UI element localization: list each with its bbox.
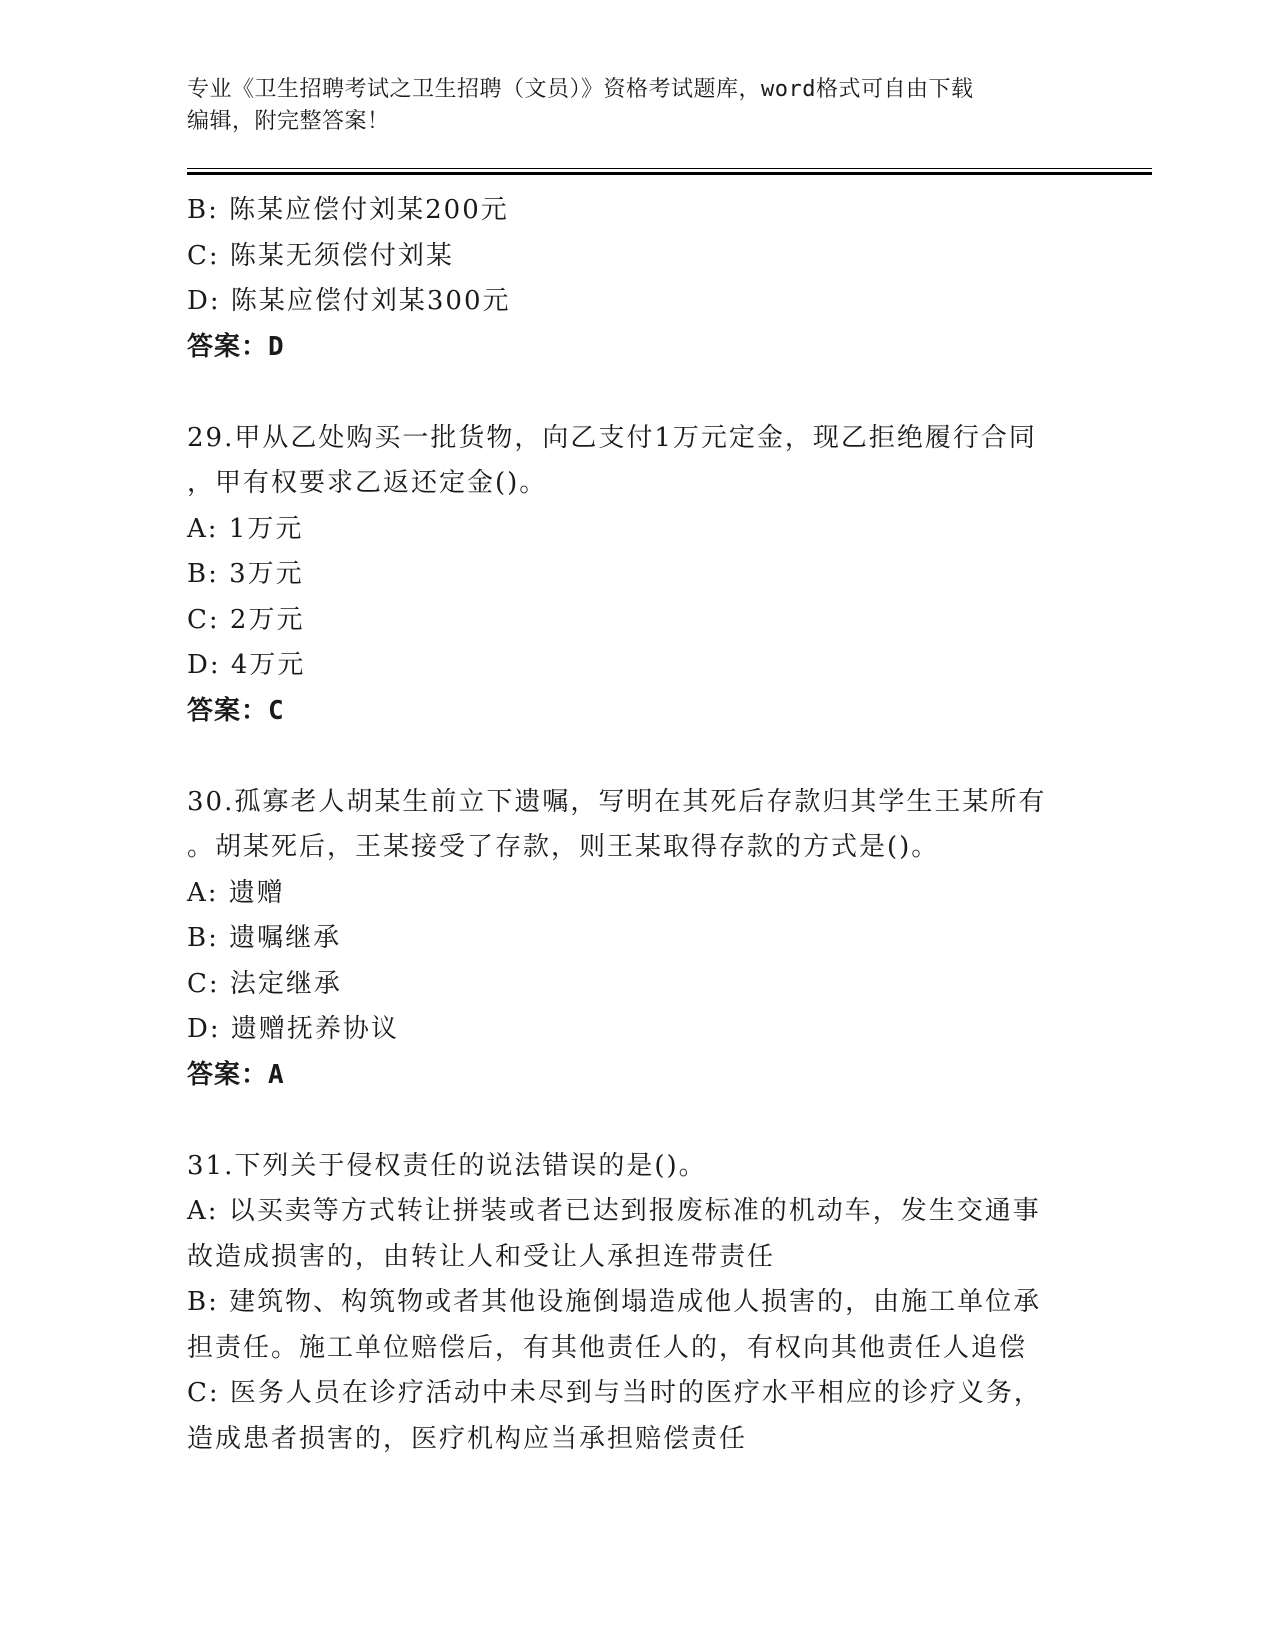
- question-stem: 30.孤寡老人胡某生前立下遗嘱，写明在其死后存款归其学生王某所有: [187, 786, 1047, 817]
- answer: 答案：C: [187, 695, 285, 726]
- option-d: D: 遗赠抚养协议: [187, 1014, 399, 1044]
- option-c-continued: 造成患者损害的，医疗机构应当承担赔偿责任: [187, 1423, 748, 1454]
- header-note: [187, 74, 1087, 138]
- question-stem: 31.下列关于侵权责任的说法错误的是()。: [187, 1150, 707, 1181]
- option-b: B: 遗嘱继承: [187, 923, 342, 953]
- question-content: [187, 188, 1087, 1462]
- answer: 答案：A: [187, 1059, 285, 1090]
- spacer: [187, 370, 1087, 416]
- header-rule-thick: [187, 172, 1152, 175]
- option-c: C: 医务人员在诊疗活动中未尽到与当时的医疗水平相应的诊疗义务，: [187, 1378, 1042, 1408]
- option-b-continued: 担责任。施工单位赔偿后，有其他责任人的，有权向其他责任人追偿: [187, 1332, 1028, 1363]
- question-29: [187, 416, 1087, 735]
- option-d: D: 陈某应偿付刘某300元: [187, 286, 511, 316]
- header-line-1: 专业《卫生招聘考试之卫生招聘（文员）》资格考试题库，word格式可自由下载: [187, 77, 974, 102]
- option-c: C: 2万元: [187, 604, 305, 635]
- spacer: [187, 734, 1087, 780]
- option-a-continued: 故造成损害的，由转让人和受让人承担连带责任: [187, 1241, 776, 1272]
- answer: 答案：D: [187, 331, 285, 362]
- option-a: A: 遗赠: [187, 877, 285, 908]
- question-28-tail: [187, 188, 1087, 370]
- option-b: B: 建筑物、构筑物或者其他设施倒塌造成他人损害的，由施工单位承: [187, 1287, 1042, 1317]
- option-b: B: 3万元: [187, 559, 304, 589]
- question-30: [187, 780, 1087, 1099]
- header-line-2: 编辑，附完整答案！: [187, 109, 390, 134]
- option-d: D: 4万元: [187, 650, 306, 680]
- question-stem-continued: 。胡某死后，王某接受了存款，则王某取得存款的方式是()。: [187, 832, 940, 862]
- option-a: A: 1万元: [187, 513, 304, 544]
- option-a: A: 以买卖等方式转让拼装或者已达到报废标准的机动车，发生交通事: [187, 1196, 1041, 1226]
- question-stem: 29.甲从乙处购买一批货物，向乙支付1万元定金，现乙拒绝履行合同: [187, 422, 1037, 453]
- question-stem-continued: ，甲有权要求乙返还定金()。: [187, 468, 548, 498]
- spacer: [187, 1098, 1087, 1144]
- option-b: B: 陈某应偿付刘某200元: [187, 195, 509, 225]
- option-c: C: 陈某无须偿付刘某: [187, 240, 454, 271]
- header-rule-thin: [187, 168, 1152, 169]
- option-c: C: 法定继承: [187, 968, 342, 999]
- question-31: [187, 1144, 1087, 1463]
